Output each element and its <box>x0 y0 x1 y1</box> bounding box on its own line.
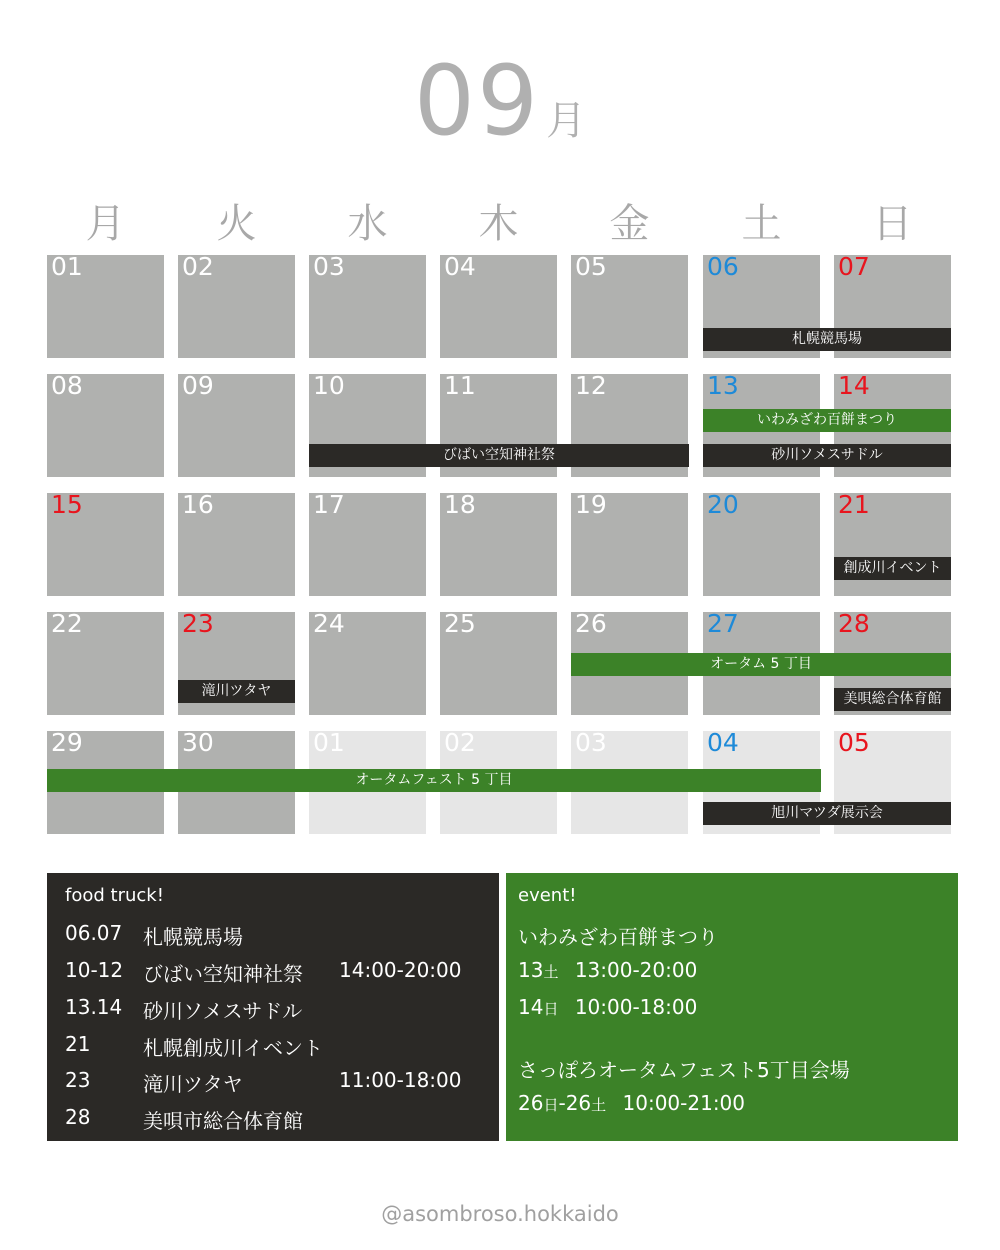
weekday-tue: 火 <box>216 201 257 247</box>
day-number: 20 <box>707 490 739 519</box>
food-truck-panel <box>47 873 499 1141</box>
weekday-mon: 月 <box>85 201 126 247</box>
day-number: 16 <box>182 490 214 519</box>
day-number: 05 <box>838 728 870 757</box>
day-number: 03 <box>313 252 345 281</box>
calendar-day-cell[interactable] <box>178 371 295 477</box>
day-number: 17 <box>313 490 345 519</box>
event-bar-asahikawa-mazda[interactable]: 旭川マツダ展示会 <box>703 802 951 825</box>
calendar-day-cell[interactable] <box>309 252 426 358</box>
calendar-day-cell[interactable] <box>440 490 557 596</box>
day-number: 05 <box>575 252 607 281</box>
calendar-day-cell[interactable] <box>571 252 688 358</box>
calendar-day-cell[interactable] <box>178 252 295 358</box>
calendar-day-cell[interactable] <box>47 371 164 477</box>
day-number: 30 <box>182 728 214 757</box>
calendar-day-cell[interactable] <box>571 490 688 596</box>
event2-start-num: 26 <box>518 1091 544 1115</box>
calendar-day-cell[interactable] <box>178 490 295 596</box>
day-number: 09 <box>182 371 214 400</box>
event1-day2-dow: 日 <box>543 1000 559 1018</box>
event2-time: 10:00-21:00 <box>622 1091 746 1115</box>
day-number: 28 <box>838 609 870 638</box>
day-number: 12 <box>575 371 607 400</box>
instagram-handle[interactable]: @asombroso.hokkaido <box>381 1202 619 1226</box>
month-title <box>0 45 1000 157</box>
event-bar-bibai-gym[interactable]: 美唄総合体育館 <box>834 688 951 711</box>
month-number: 09 <box>413 45 541 157</box>
day-number: 06 <box>707 252 739 281</box>
event1-day1 <box>518 958 697 982</box>
day-number: 15 <box>51 490 83 519</box>
event-bar-autumn-fest[interactable]: オータムフェスト 5 丁目 <box>47 769 821 792</box>
event1-day1-time: 13:00-20:00 <box>574 958 698 982</box>
day-number: 22 <box>51 609 83 638</box>
calendar-day-cell[interactable] <box>440 252 557 358</box>
event-bar-autumn-5chome[interactable]: オータム 5 丁目 <box>571 653 951 676</box>
row-date: 23 <box>65 1068 91 1092</box>
day-number: 18 <box>444 490 476 519</box>
day-number: 01 <box>313 728 345 757</box>
row-name: 砂川ソメスサドル <box>143 999 303 1023</box>
day-number: 03 <box>575 728 607 757</box>
day-number: 04 <box>707 728 739 757</box>
row-date: 28 <box>65 1105 91 1129</box>
row-date: 21 <box>65 1032 91 1056</box>
row-name: びばい空知神社祭 <box>143 962 303 986</box>
event1-day1-num: 13 <box>518 958 544 982</box>
row-date: 06.07 <box>65 921 123 945</box>
calendar-day-cell[interactable] <box>309 490 426 596</box>
event1-day2-num: 14 <box>518 995 544 1019</box>
row-date: 13.14 <box>65 995 123 1019</box>
day-number: 24 <box>313 609 345 638</box>
row-date: 10-12 <box>65 958 124 982</box>
event2-dash: - <box>558 1091 566 1115</box>
month-unit: 月 <box>546 98 587 144</box>
weekday-sun: 日 <box>872 201 913 247</box>
food-truck-heading: food truck! <box>65 885 164 906</box>
event2-title: さっぽろオータムフェスト5丁目会場 <box>518 1058 850 1082</box>
row-name: 札幌競馬場 <box>143 925 243 949</box>
day-number: 02 <box>182 252 214 281</box>
event-bar-sapporo-keibajo[interactable]: 札幌競馬場 <box>703 328 951 351</box>
row-name: 美唄市総合体育館 <box>143 1109 303 1133</box>
day-number: 08 <box>51 371 83 400</box>
day-number: 10 <box>313 371 345 400</box>
event2-end-dow: 土 <box>591 1096 607 1114</box>
day-number: 27 <box>707 609 739 638</box>
row-time: 14:00-20:00 <box>339 958 462 982</box>
event1-day1-dow: 土 <box>543 963 559 981</box>
event-bar-bibai-jinja[interactable]: びばい空知神社祭 <box>309 444 689 467</box>
calendar-day-cell[interactable] <box>703 490 820 596</box>
event-bar-sosei-gawa[interactable]: 創成川イベント <box>834 557 951 580</box>
event-bar-takikawa-tsutaya[interactable]: 滝川ツタヤ <box>178 680 295 703</box>
event2-dates <box>518 1091 745 1115</box>
day-number: 07 <box>838 252 870 281</box>
day-number: 13 <box>707 371 739 400</box>
weekday-thu: 木 <box>478 201 519 247</box>
row-name: 札幌創成川イベント <box>143 1036 323 1060</box>
event-panel <box>506 873 958 1141</box>
event1-day2 <box>518 995 697 1019</box>
calendar-day-cell[interactable] <box>47 609 164 715</box>
calendar-day-cell[interactable] <box>47 490 164 596</box>
event1-title: いわみざわ百餅まつり <box>518 925 718 949</box>
event2-end-num: 26 <box>565 1091 592 1115</box>
day-number: 21 <box>838 490 870 519</box>
event2-start-dow: 日 <box>543 1096 559 1114</box>
day-number: 26 <box>575 609 607 638</box>
day-number: 11 <box>444 371 476 400</box>
day-number: 23 <box>182 609 214 638</box>
weekday-sat: 土 <box>741 201 782 247</box>
calendar-day-cell[interactable] <box>834 490 951 596</box>
calendar-day-cell[interactable] <box>440 609 557 715</box>
day-number: 14 <box>838 371 870 400</box>
day-number: 02 <box>444 728 476 757</box>
weekday-wed: 水 <box>347 201 388 247</box>
calendar-day-cell[interactable] <box>47 252 164 358</box>
event-heading: event! <box>518 885 577 906</box>
event1-day2-time: 10:00-18:00 <box>574 995 698 1019</box>
row-name: 滝川ツタヤ <box>143 1072 243 1096</box>
event-bar-iwamizawa[interactable]: いわみざわ百餅まつり <box>703 409 951 432</box>
event-bar-sunagawa-somes[interactable]: 砂川ソメスサドル <box>703 444 951 467</box>
calendar-day-cell[interactable] <box>309 609 426 715</box>
day-number: 01 <box>51 252 83 281</box>
day-number: 25 <box>444 609 476 638</box>
weekday-fri: 金 <box>609 201 650 247</box>
row-time: 11:00-18:00 <box>339 1068 462 1092</box>
day-number: 19 <box>575 490 607 519</box>
day-number: 29 <box>51 728 83 757</box>
day-number: 04 <box>444 252 476 281</box>
